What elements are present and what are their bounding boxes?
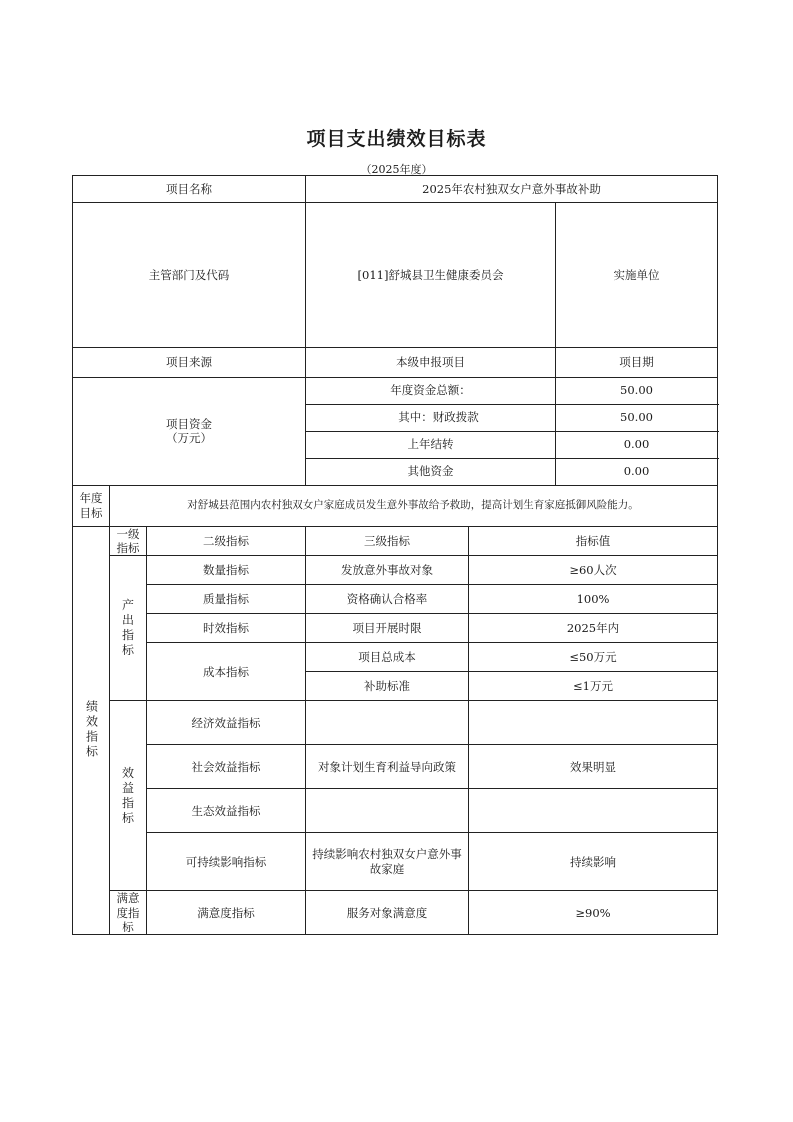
funds-label-line2: （万元） bbox=[166, 431, 212, 445]
funds-item-label: 年度资金总额： bbox=[306, 377, 556, 404]
level2-cell: 可持续影响指标 bbox=[147, 833, 306, 891]
value-cell: 100% bbox=[469, 585, 718, 614]
year-subtitle: （2025年度） bbox=[360, 163, 433, 176]
level2-cell: 数量指标 bbox=[147, 556, 306, 585]
funds-label-line1: 项目资金 bbox=[166, 416, 212, 431]
indicators-section-label: 绩效指标 bbox=[73, 526, 110, 935]
header-level3: 三级指标 bbox=[306, 526, 469, 556]
value-cell: 持续影响 bbox=[469, 833, 718, 891]
funds-item-value: 50.00 bbox=[556, 377, 718, 404]
annual-goal-label bbox=[73, 485, 110, 526]
source-value: 本级申报项目 bbox=[306, 347, 556, 377]
source-label: 项目来源 bbox=[73, 347, 306, 377]
indicator-row bbox=[73, 891, 718, 935]
source-row bbox=[73, 347, 718, 377]
performance-target-table bbox=[72, 175, 718, 935]
value-cell: 2025年内 bbox=[469, 614, 718, 643]
project-name-value: 2025年农村独双女户意外事故补助 bbox=[306, 176, 718, 203]
header-level2: 二级指标 bbox=[147, 526, 306, 556]
impl-label: 实施单位 bbox=[556, 203, 718, 348]
indicator-row bbox=[73, 833, 718, 891]
level2-cell: 时效指标 bbox=[147, 614, 306, 643]
level3-cell: 对象计划生育利益导向政策 bbox=[306, 745, 469, 789]
value-cell: 效果明显 bbox=[469, 745, 718, 789]
indicator-row bbox=[73, 701, 718, 745]
indicator-row bbox=[73, 643, 718, 672]
level2-cell: 社会效益指标 bbox=[147, 745, 306, 789]
indicator-row bbox=[73, 789, 718, 833]
indicator-row bbox=[73, 745, 718, 789]
funds-item-value: 0.00 bbox=[556, 431, 718, 458]
funds-item-value: 0.00 bbox=[556, 458, 718, 485]
level2-cell: 质量指标 bbox=[147, 585, 306, 614]
level2-cell: 生态效益指标 bbox=[147, 789, 306, 833]
header-value: 指标值 bbox=[469, 526, 718, 556]
value-cell bbox=[469, 789, 718, 833]
indicator-row bbox=[73, 585, 718, 614]
indicator-header-row bbox=[73, 526, 718, 556]
funds-item-label: 上年结转 bbox=[306, 431, 556, 458]
value-cell: ≤50万元 bbox=[469, 643, 718, 672]
annual-goal-label-line2: 目标 bbox=[79, 505, 103, 520]
period-label: 项目期 bbox=[556, 347, 718, 377]
value-cell: ≤1万元 bbox=[469, 672, 718, 701]
level3-cell: 发放意外事故对象 bbox=[306, 556, 469, 585]
header-level1: 一级指标 bbox=[110, 526, 147, 556]
funds-item-label: 其中：财政拨款 bbox=[306, 404, 556, 431]
funds-label bbox=[73, 377, 306, 485]
level2-cell: 满意度指标 bbox=[147, 891, 306, 935]
indicator-row bbox=[73, 556, 718, 585]
page-title: 项目支出绩效目标表 bbox=[306, 128, 487, 150]
level2-cell: 成本指标 bbox=[147, 643, 306, 701]
output-indicator-label: 产出指标 bbox=[110, 556, 147, 701]
dept-row bbox=[73, 203, 718, 348]
level3-cell: 项目总成本 bbox=[306, 643, 469, 672]
value-cell: ≥90% bbox=[469, 891, 718, 935]
level3-cell: 资格确认合格率 bbox=[306, 585, 469, 614]
funds-item-value: 50.00 bbox=[556, 404, 718, 431]
value-cell: ≥60人次 bbox=[469, 556, 718, 585]
benefit-indicator-label: 效益指标 bbox=[110, 701, 147, 891]
level3-cell: 持续影响农村独双女户意外事故家庭 bbox=[306, 833, 469, 891]
funds-item-label: 其他资金 bbox=[306, 458, 556, 485]
indicator-row bbox=[73, 614, 718, 643]
satisfaction-indicator-label: 满意度指标 bbox=[110, 891, 147, 935]
level2-cell: 经济效益指标 bbox=[147, 701, 306, 745]
project-name-label: 项目名称 bbox=[73, 176, 306, 203]
level3-cell: 补助标准 bbox=[306, 672, 469, 701]
annual-goal-row bbox=[73, 485, 718, 526]
dept-value: [011]舒城县卫生健康委员会 bbox=[306, 203, 556, 348]
level3-cell bbox=[306, 701, 469, 745]
value-cell bbox=[469, 701, 718, 745]
level3-cell: 项目开展时限 bbox=[306, 614, 469, 643]
level3-cell: 服务对象满意度 bbox=[306, 891, 469, 935]
annual-goal-text: 对舒城县范围内农村独双女户家庭成员发生意外事故给予救助，提高计划生育家庭抵御风险能力。 bbox=[110, 485, 718, 526]
project-name-row bbox=[73, 176, 718, 203]
annual-goal-label-line1: 年度 bbox=[79, 491, 103, 506]
level3-cell bbox=[306, 789, 469, 833]
dept-label: 主管部门及代码 bbox=[73, 203, 306, 348]
funds-row bbox=[73, 377, 718, 404]
